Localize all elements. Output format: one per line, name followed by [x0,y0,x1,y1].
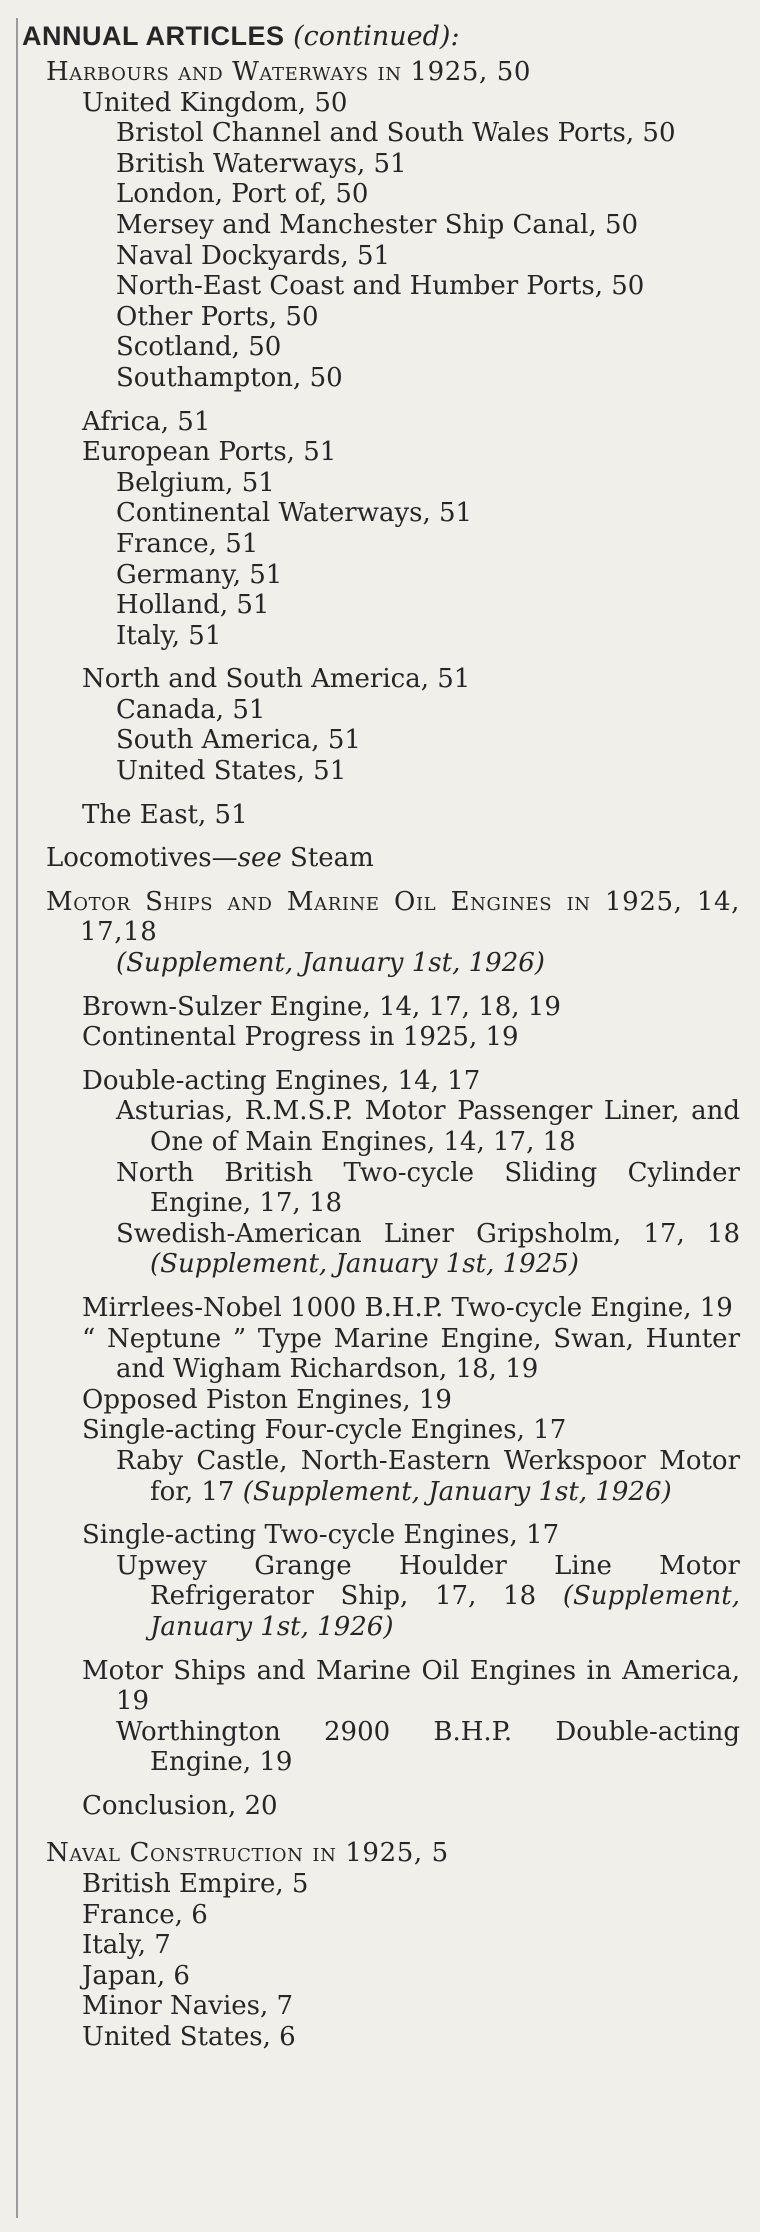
conclusion-entry: Conclusion, 20 [82,1790,278,1821]
list-item: Scotland, 50 [116,332,282,363]
list-item: Germany, 51 [116,559,283,590]
list-item [116,1219,740,1280]
list-item: British Waterways, 51 [116,148,407,179]
list-item: London, Port of, 50 [116,179,369,210]
list-item: France, 6 [82,1899,208,1930]
list-item: Italy, 51 [116,620,222,651]
list-item: Continental Progress in 1925, 19 [82,1022,519,1053]
list-item: South America, 51 [116,725,361,756]
list-item: Minor Navies, 7 [82,1991,294,2022]
list-item: Mersey and Manchester Ship Canal, 50 [116,209,639,240]
list-item: North British Two-cycle Sliding Cylinder Engine, 17, 18 [116,1157,740,1219]
america-entry: North and South America, 51 [82,664,471,695]
list-item: Opposed Piston Engines, 19 [82,1384,452,1415]
two-cycle-entry: Single-acting Two-cycle Engines, 17 [82,1520,560,1551]
list-item: “ Neptune ” Type Marine Engine, Swan, Hunter and Wigham Richardson, 18, 19 [82,1323,740,1385]
list-item: Naval Dockyards, 51 [116,240,391,271]
index-list [0,16,740,2053]
list-item: Mirrlees-Nobel 1000 B.H.P. Two-cycle Engine, 19 [82,1292,733,1323]
list-item: Japan, 6 [82,1960,190,1991]
supplement-note [46,948,740,979]
list-item [116,1446,740,1507]
upwey-text: Upwey Grange Houlder Line Motor Refrigerator Ship, 17, 18 [116,1550,740,1612]
list-item: France, 51 [116,528,259,559]
locomotives-entry [46,843,740,874]
supplement-text: (Supplement, January 1st, 1926) [150,1581,741,1642]
list-item: Italy, 7 [82,1930,171,1961]
africa-entry: Africa, 51 [82,406,211,437]
list-item: Southampton, 50 [116,362,343,393]
supplement-text: (Supplement, January 1st, 1926) [116,948,545,979]
page-heading [22,16,740,57]
america-motor-entry: Motor Ships and Marine Oil Engines in America, 19 [82,1655,740,1717]
list-item: British Empire, 5 [82,1869,309,1900]
gripsholm-text: Swedish-American Liner Gripsholm, 17, 18 [116,1218,740,1249]
list-item: United States, 51 [116,756,347,787]
heading-continued: (continued): [293,21,460,52]
list-item: Brown-Sulzer Engine, 14, 17, 18, 19 [82,991,561,1022]
list-item: United States, 6 [82,2022,296,2053]
list-item: Canada, 51 [116,694,266,725]
list-item: Worthington 2900 B.H.P. Double-acting Engine, 19 [116,1716,740,1778]
raby-text: Raby Castle, North-Eastern Werkspoor Motor for, 17 [116,1445,740,1507]
supplement-text: (Supplement, January 1st, 1925) [150,1249,579,1280]
list-item: North-East Coast and Humber Ports, 50 [116,271,645,302]
list-item [116,1551,740,1643]
cross-reference: Steam [281,843,374,874]
supplement-text: (Supplement, January 1st, 1926) [242,1476,672,1507]
european-ports-entry: European Ports, 51 [82,437,337,468]
naval-heading: Naval Construction in 1925, 5 [46,1838,449,1869]
see-text: see [237,843,282,874]
harbours-heading: Harbours and Waterways in 1925, 50 [46,57,532,87]
uk-entry: United Kingdom, 50 [82,87,348,118]
motor-ships-heading: Motor Ships and Marine Oil Engines in 1925, 14, 17,18 [46,886,740,948]
list-item: Asturias, R.M.S.P. Motor Passenger Liner, and One of Main Engines, 14, 17, 18 [116,1096,740,1157]
east-entry: The East, 51 [82,799,248,830]
list-item: Continental Waterways, 51 [116,498,473,529]
double-acting-entry: Double-acting Engines, 14, 17 [82,1065,481,1096]
list-item: Holland, 51 [116,590,270,621]
list-item: Belgium, 51 [116,467,275,498]
locomotives-text: Locomotives— [46,843,238,874]
list-item: Other Ports, 50 [116,301,319,332]
heading-title: ANNUAL ARTICLES [22,21,285,51]
list-item: Bristol Channel and South Wales Ports, 50 [116,118,676,149]
four-cycle-entry: Single-acting Four-cycle Engines, 17 [82,1415,567,1446]
